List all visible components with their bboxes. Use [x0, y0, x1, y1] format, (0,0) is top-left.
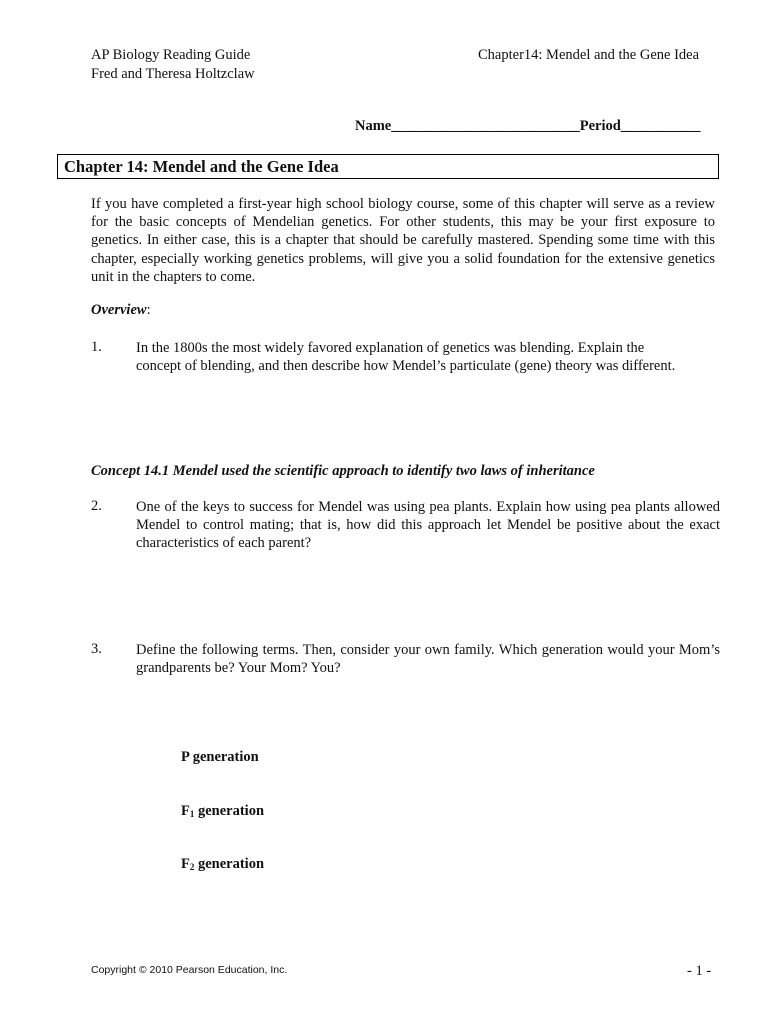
overview-heading — [91, 302, 151, 319]
overview-colon: : — [146, 302, 151, 318]
chapter-title-box — [57, 154, 719, 179]
question-1-number: 1. — [91, 339, 102, 355]
term-f1-generation — [181, 803, 264, 820]
intro-paragraph: If you have completed a first-year high school biology course, some of this chapter will serve as a review for the basic concepts of Mendelian genetics. For other students, this may be your first exposure to genetics. In either case, this is a chapter that should be carefully mastered. Spending some time with this chapter, especially working genetics problems, will give you a solid foundation for the extensive genetics unit in the chapters to come. — [91, 196, 715, 285]
term-prefix: F — [181, 803, 190, 819]
footer-copyright: Copyright © 2010 Pearson Education, Inc. — [91, 964, 288, 976]
term-subscript: 2 — [189, 862, 195, 872]
chapter-title: Chapter 14: Mendel and the Gene Idea — [64, 157, 339, 176]
overview-label: Overview — [91, 302, 147, 318]
question-2-text: One of the keys to success for Mendel was using pea plants. Explain how using pea plants allowed Mendel to control mating; that is, how did this approach let Mendel be positive about the exact characteristics of each parent? — [136, 499, 720, 551]
header-authors: Fred and Theresa Holtzclaw — [91, 66, 255, 82]
question-3-number: 3. — [91, 641, 102, 657]
term-suffix: generation — [194, 856, 265, 872]
page-number: - 1 - — [687, 963, 712, 979]
term-suffix: generation — [189, 749, 259, 765]
name-period-line: Name__________________________Period___________ — [355, 118, 701, 134]
term-f2-generation — [181, 856, 264, 873]
question-1-text: In the 1800s the most widely favored explanation of genetics was blending. Explain the concept of blending, and then describe how Mendel’s particulate (gene) theory was different. — [136, 340, 676, 374]
question-3-text: Define the following terms. Then, consider your own family. Which generation would your Mom’s grandparents be? Your Mom? You? — [136, 642, 720, 676]
term-suffix: generation — [194, 803, 265, 819]
concept-heading: Concept 14.1 Mendel used the scientific approach to identify two laws of inheritance — [91, 463, 595, 479]
term-subscript: 1 — [189, 809, 195, 819]
header-chapter-ref: Chapter14: Mendel and the Gene Idea — [478, 47, 700, 63]
header-course: AP Biology Reading Guide — [91, 47, 251, 63]
term-prefix: P — [181, 749, 190, 765]
question-2-number: 2. — [91, 498, 102, 514]
term-prefix: F — [181, 856, 190, 872]
term-p-generation — [181, 749, 259, 766]
